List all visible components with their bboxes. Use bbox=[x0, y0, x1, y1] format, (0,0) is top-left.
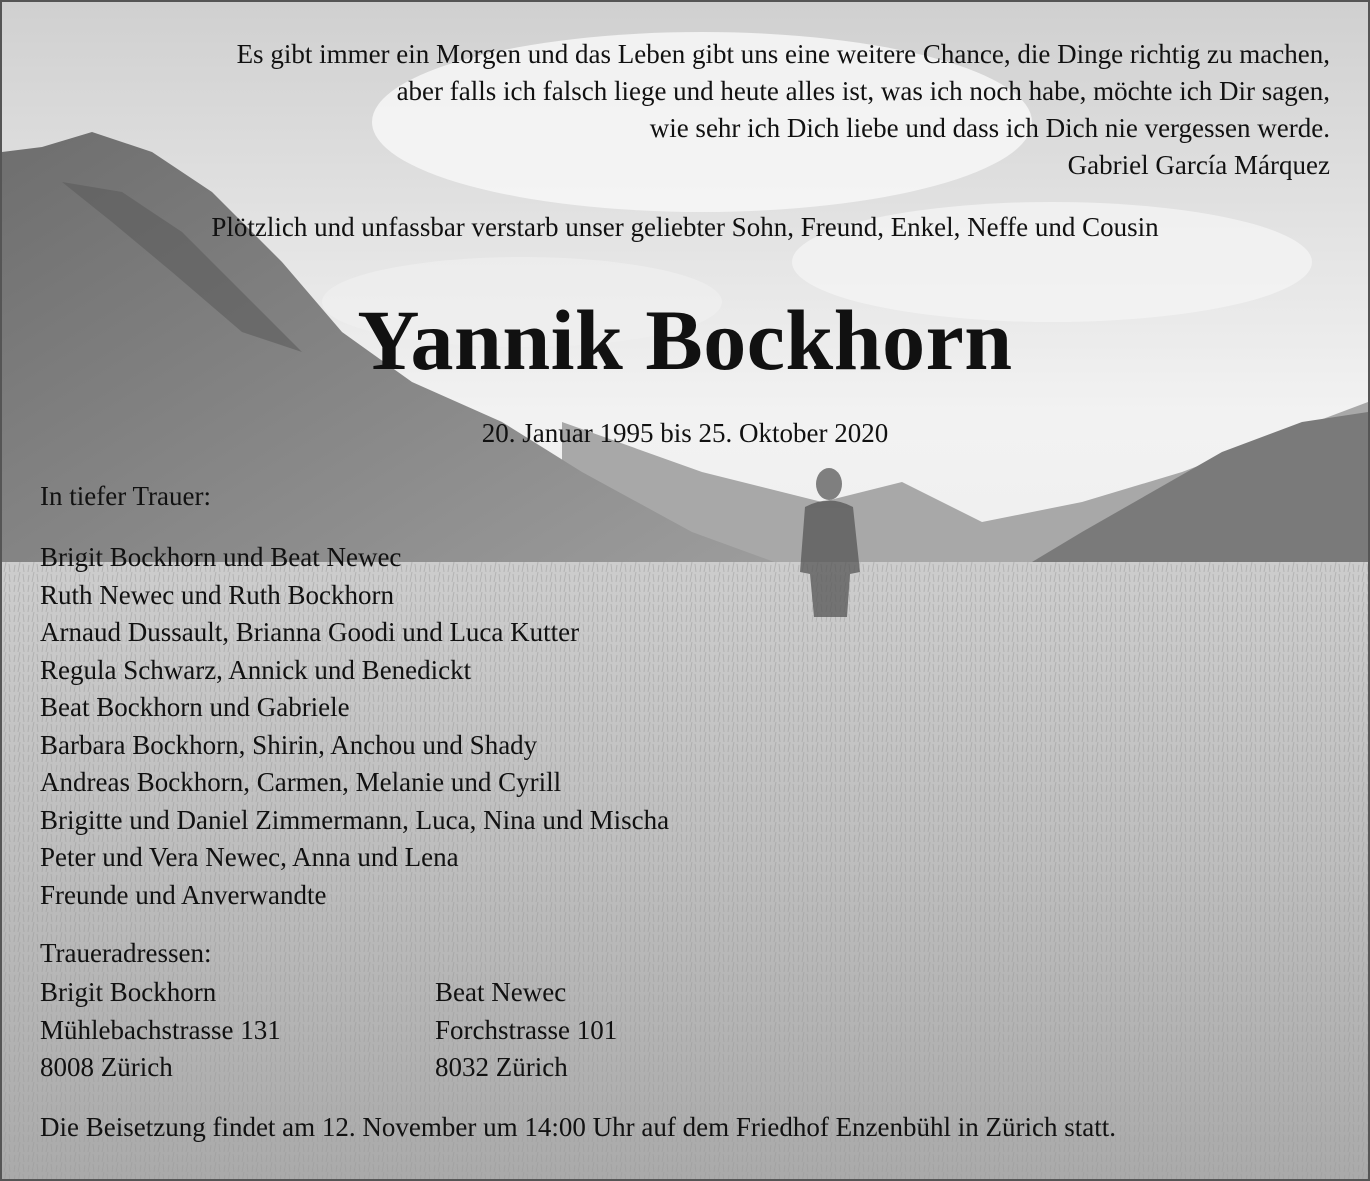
mourner-entry: Brigit Bockhorn und Beat Newec bbox=[40, 542, 402, 572]
mourners-list bbox=[40, 539, 669, 914]
mourner-entry: Peter und Vera Newec, Anna und Lena bbox=[40, 842, 459, 872]
address-city: 8032 Zürich bbox=[435, 1052, 568, 1082]
life-dates: 20. Januar 1995 bis 25. Oktober 2020 bbox=[481, 418, 889, 448]
address-street: Mühlebachstrasse 131 bbox=[40, 1014, 281, 1045]
mourning-label: In tiefer Trauer: bbox=[40, 481, 211, 511]
address-name: Brigit Bockhorn bbox=[40, 977, 217, 1007]
mourner-entry: Freunde und Anverwandte bbox=[40, 879, 327, 910]
mourner-entry: Regula Schwarz, Annick und Benedickt bbox=[40, 654, 472, 685]
quote-author: Gabriel García Márquez bbox=[1067, 150, 1330, 180]
death-announcement: Plötzlich und unfassbar verstarb unser geliebter Sohn, Freund, Enkel, Neffe und Cousin bbox=[211, 212, 1159, 242]
addresses-label: Traueradressen: bbox=[40, 938, 212, 968]
mourner-entry: Arnaud Dussault, Brianna Goodi und Luca Kutter bbox=[40, 617, 580, 647]
mourner-entry: Andreas Bockhorn, Carmen, Melanie und Cyrill bbox=[40, 767, 562, 797]
quote-line: Es gibt immer ein Morgen und das Leben gibt uns eine weitere Chance, die Dinge richtig zu machen, bbox=[236, 39, 1330, 69]
obituary-text bbox=[2, 2, 1368, 1179]
address-city: 8008 Zürich bbox=[40, 1052, 173, 1082]
mourner-entry: Beat Bockhorn und Gabriele bbox=[40, 692, 350, 722]
deceased-name: Yannik Bockhorn bbox=[357, 292, 1013, 388]
address-street: Forchstrasse 101 bbox=[435, 1014, 618, 1045]
funeral-info: Die Beisetzung findet am 12. November um 14:00 Uhr auf dem Friedhof Enzenbühl in Zürich statt. bbox=[40, 1112, 1116, 1142]
quote-line: wie sehr ich Dich liebe und dass ich Dich nie vergessen werde. bbox=[649, 113, 1330, 143]
quote-block bbox=[30, 36, 1330, 184]
mourner-entry: Brigitte und Daniel Zimmermann, Luca, Nina und Mischa bbox=[40, 804, 670, 835]
quote-line: aber falls ich falsch liege und heute alles ist, was ich noch habe, möchte ich Dir sagen, bbox=[396, 76, 1330, 106]
mourner-entry: Barbara Bockhorn, Shirin, Anchou und Shady bbox=[40, 729, 538, 760]
mourner-entry: Ruth Newec und Ruth Bockhorn bbox=[40, 579, 394, 610]
address-block bbox=[40, 974, 281, 1087]
address-block bbox=[435, 974, 617, 1087]
address-name: Beat Newec bbox=[435, 977, 567, 1007]
